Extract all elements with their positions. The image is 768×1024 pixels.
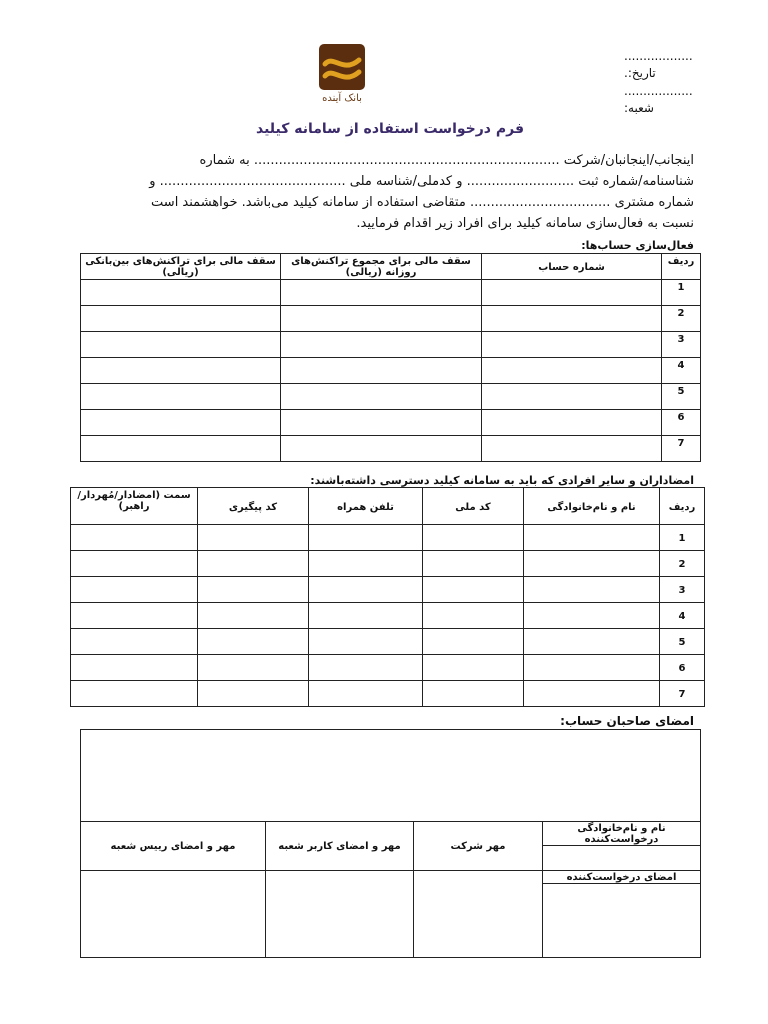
tracking-code-cell[interactable] (198, 577, 309, 603)
accounts-section-title: فعال‌سازی حساب‌ها: (581, 239, 694, 252)
national-code-cell[interactable] (423, 655, 524, 681)
branch-head-signature-label: مهر و امضای رییس شعبه (81, 822, 266, 871)
date-label: تاریخ:. (624, 66, 656, 80)
daily-limit-cell[interactable] (281, 332, 482, 358)
mobile-cell[interactable] (309, 525, 423, 551)
branch-dots: .................. (624, 84, 693, 98)
intro-line-2: شناسنامه/شماره ثبت .......................... و کدملی/شناسه ملی ............................................. و (149, 174, 694, 189)
accounts-header-row (81, 254, 701, 280)
full-name-cell[interactable] (524, 577, 660, 603)
tracking-code-cell[interactable] (198, 629, 309, 655)
national-code-cell[interactable] (423, 577, 524, 603)
account-number-cell[interactable] (482, 306, 662, 332)
table-row (71, 629, 705, 655)
row-number: 2 (660, 551, 705, 577)
daily-limit-cell[interactable] (281, 306, 482, 332)
tracking-code-cell[interactable] (198, 655, 309, 681)
row-number: 4 (660, 603, 705, 629)
branch-head-signature-area[interactable] (81, 871, 266, 958)
row-number: 6 (662, 410, 701, 436)
mobile-cell[interactable] (309, 577, 423, 603)
col-header-position: سمت (امضادار/مُهردار/راهبر) (71, 488, 198, 525)
row-number: 5 (662, 384, 701, 410)
row-number: 1 (660, 525, 705, 551)
row-number: 7 (660, 681, 705, 707)
intro-paragraph (110, 150, 694, 234)
interbank-limit-cell[interactable] (81, 410, 281, 436)
row-number: 6 (660, 655, 705, 681)
row-number: 7 (662, 436, 701, 462)
col-header-interbank-limit: سقف مالی برای تراکنش‌های بین‌بانکی (ریالی) (81, 254, 281, 280)
requester-name-label: نام و نام‌خانوادگی درخواست‌کننده (543, 822, 701, 846)
daily-limit-cell[interactable] (281, 410, 482, 436)
col-header-full-name: نام و نام‌خانوادگی (524, 488, 660, 525)
daily-limit-cell[interactable] (281, 436, 482, 462)
intro-line-4: نسبت به فعال‌سازی سامانه کیلید برای افراد زیر اقدام فرمایید. (356, 216, 694, 231)
logo-text: بانک آینده (322, 93, 362, 104)
mobile-cell[interactable] (309, 681, 423, 707)
table-row (71, 681, 705, 707)
branch-user-signature-label: مهر و امضای کاربر شعبه (266, 822, 414, 871)
full-name-cell[interactable] (524, 525, 660, 551)
col-header-account-number: شماره حساب (482, 254, 662, 280)
position-cell[interactable] (71, 525, 198, 551)
full-name-cell[interactable] (524, 655, 660, 681)
daily-limit-cell[interactable] (281, 280, 482, 306)
tracking-code-cell[interactable] (198, 525, 309, 551)
signers-table (70, 487, 705, 707)
mobile-cell[interactable] (309, 629, 423, 655)
mobile-cell[interactable] (309, 551, 423, 577)
full-name-cell[interactable] (524, 551, 660, 577)
mobile-cell[interactable] (309, 603, 423, 629)
requester-name-field[interactable] (543, 846, 701, 871)
interbank-limit-cell[interactable] (81, 280, 281, 306)
table-row (81, 436, 701, 462)
tracking-code-cell[interactable] (198, 551, 309, 577)
position-cell[interactable] (71, 629, 198, 655)
national-code-cell[interactable] (423, 603, 524, 629)
table-row (71, 577, 705, 603)
table-row (71, 551, 705, 577)
account-owners-signature-area[interactable] (81, 730, 701, 822)
account-owners-signature-row (81, 730, 701, 822)
national-code-cell[interactable] (423, 525, 524, 551)
row-number: 3 (660, 577, 705, 603)
full-name-cell[interactable] (524, 629, 660, 655)
intro-line-1: اینجانب/اینجانبان/شرکت .......................................................................... به شماره (199, 153, 694, 168)
company-seal-label: مهر شرکت (414, 822, 543, 871)
account-number-cell[interactable] (482, 384, 662, 410)
table-row (71, 525, 705, 551)
full-name-cell[interactable] (524, 681, 660, 707)
interbank-limit-cell[interactable] (81, 332, 281, 358)
company-seal-area[interactable] (414, 871, 543, 958)
position-cell[interactable] (71, 577, 198, 603)
interbank-limit-cell[interactable] (81, 384, 281, 410)
col-header-national-code: کد ملی (423, 488, 524, 525)
position-cell[interactable] (71, 551, 198, 577)
requester-sign-label: امضای درخواست‌کننده (543, 871, 701, 884)
row-number: 1 (662, 280, 701, 306)
signatures-table (80, 729, 701, 958)
national-code-cell[interactable] (423, 551, 524, 577)
col-header-mobile: تلفن همراه (309, 488, 423, 525)
branch-label: شعبه: (624, 101, 654, 115)
full-name-cell[interactable] (524, 603, 660, 629)
bank-logo (318, 44, 366, 110)
mobile-cell[interactable] (309, 655, 423, 681)
requester-sign-label-row (81, 871, 701, 884)
table-row (71, 655, 705, 681)
daily-limit-cell[interactable] (281, 384, 482, 410)
table-row (81, 410, 701, 436)
table-row (81, 332, 701, 358)
signatures-section-title: امضای صاحبان حساب: (560, 714, 694, 728)
table-row (71, 603, 705, 629)
accounts-table (80, 253, 701, 462)
logo-mark-icon (319, 44, 365, 90)
table-row (81, 384, 701, 410)
row-number: 2 (662, 306, 701, 332)
national-code-cell[interactable] (423, 681, 524, 707)
row-number: 3 (662, 332, 701, 358)
table-row (81, 358, 701, 384)
tracking-code-cell[interactable] (198, 681, 309, 707)
account-number-cell[interactable] (482, 358, 662, 384)
col-header-row-number: ردیف (660, 488, 705, 525)
account-number-cell[interactable] (482, 410, 662, 436)
col-header-daily-limit: سقف مالی برای مجموع تراکنش‌های روزانه (ریالی) (281, 254, 482, 280)
interbank-limit-cell[interactable] (81, 358, 281, 384)
table-row (81, 280, 701, 306)
account-number-cell[interactable] (482, 332, 662, 358)
table-row (81, 306, 701, 332)
account-number-cell[interactable] (482, 436, 662, 462)
interbank-limit-cell[interactable] (81, 306, 281, 332)
position-cell[interactable] (71, 681, 198, 707)
date-dots: .................. (624, 49, 693, 63)
interbank-limit-cell[interactable] (81, 436, 281, 462)
signers-section-title: امضاداران و سایر افرادی که باید به سامانه کیلید دسترسی داشته‌باشند: (310, 474, 694, 487)
account-number-cell[interactable] (482, 280, 662, 306)
daily-limit-cell[interactable] (281, 358, 482, 384)
national-code-cell[interactable] (423, 629, 524, 655)
intro-line-3: شماره مشتری .................................. متقاضی استفاده از سامانه کیلید می‌باشد. خواهشمند است (151, 195, 694, 210)
signers-header-row (71, 488, 705, 525)
row-number: 5 (660, 629, 705, 655)
position-cell[interactable] (71, 603, 198, 629)
row-number: 4 (662, 358, 701, 384)
position-cell[interactable] (71, 655, 198, 681)
form-title: فرم درخواست استفاده از سامانه کیلید (256, 121, 524, 137)
signatures-label-row (81, 822, 701, 846)
requester-sign-area[interactable] (543, 884, 701, 958)
tracking-code-cell[interactable] (198, 603, 309, 629)
col-header-tracking-code: کد پیگیری (198, 488, 309, 525)
branch-user-signature-area[interactable] (266, 871, 414, 958)
col-header-row-number: ردیف (662, 254, 701, 280)
